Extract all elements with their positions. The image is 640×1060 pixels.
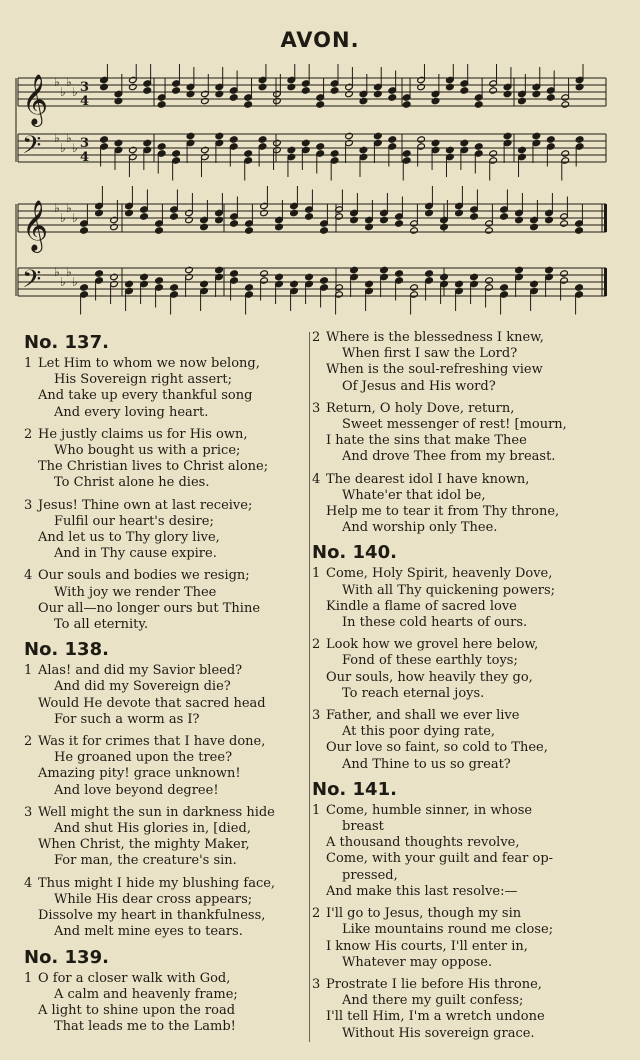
note-head	[395, 220, 404, 227]
verse-line: Well might the sun in darkness hide	[38, 804, 275, 820]
note-head	[185, 216, 194, 223]
stanza	[312, 330, 612, 395]
note-head	[273, 139, 282, 146]
clef-icon: 𝄢	[22, 131, 42, 166]
note-head	[114, 139, 123, 146]
verse-line: In these cold hearts of ours.	[342, 615, 528, 631]
stanza-number: 2	[24, 734, 33, 750]
note-head	[500, 284, 509, 291]
stanza	[24, 971, 308, 1036]
tune-title: AVON.	[280, 28, 360, 52]
verse-line: And shut His glories in, [died,	[54, 821, 251, 837]
hymn-number: No. 140.	[312, 542, 397, 564]
note-head	[201, 97, 210, 104]
note-head	[129, 146, 138, 153]
stanza-number: 1	[24, 663, 33, 679]
verse-line: That leads me to the Lamb!	[54, 1019, 236, 1035]
stanza	[24, 876, 308, 941]
note-head	[388, 136, 397, 143]
note-head	[245, 284, 254, 291]
stanza-number: 3	[312, 400, 321, 416]
verse-line: Look how we grovel here below,	[326, 637, 539, 653]
verse-line: Our love so faint, so cold to Thee,	[326, 740, 548, 756]
verse-line: And every loving heart.	[54, 404, 209, 420]
flat-icon: ♭	[72, 141, 78, 155]
note-head	[229, 136, 238, 143]
verse-line: Whate'er that idol be,	[342, 487, 486, 503]
note-head	[561, 150, 570, 157]
verse-line: And there my guilt confess;	[342, 993, 524, 1009]
verse-line: Of Jesus and His word?	[342, 378, 496, 394]
stanza-number: 3	[24, 497, 33, 513]
verse-line: Whatever may oppose.	[342, 954, 493, 970]
note-head	[230, 270, 239, 277]
note-head	[518, 146, 527, 153]
verse-line: Fulfil our heart's desire;	[54, 513, 214, 529]
note-head	[446, 146, 455, 153]
note-head	[575, 136, 584, 143]
note-head	[431, 97, 440, 104]
note-head	[515, 266, 524, 273]
stanza-number: 1	[312, 802, 321, 818]
stanza	[312, 803, 612, 900]
verse-line: And worship only Thee.	[342, 520, 498, 536]
note-head	[186, 90, 195, 97]
verse-line: And let us to Thy glory live,	[38, 530, 220, 546]
note-head	[215, 132, 224, 139]
note-head	[258, 136, 267, 143]
verse-line: Fond of these earthly toys;	[342, 653, 518, 669]
right-column	[312, 330, 612, 1048]
note-head	[532, 132, 541, 139]
note-head	[287, 83, 296, 90]
note-head	[530, 280, 539, 287]
stanza-number: 2	[24, 426, 33, 442]
note-head	[185, 266, 194, 273]
note-head	[489, 87, 498, 94]
note-head	[431, 139, 440, 146]
note-head	[258, 83, 267, 90]
note-head	[485, 277, 494, 284]
note-head	[560, 220, 569, 227]
flat-icon: ♭	[72, 211, 78, 225]
verse-line: His Sovereign right assert;	[54, 372, 232, 388]
verse-line: Without His sovereign grace.	[342, 1025, 535, 1041]
verse-line: Return, O holy Dove, return,	[326, 400, 515, 416]
verse-line: I hate the sins that make Thee	[326, 433, 527, 449]
hymn-number: No. 137.	[24, 332, 109, 353]
verse-line: Let Him to whom we now belong,	[38, 356, 260, 371]
note-head	[460, 139, 469, 146]
flat-icon: ♭	[60, 85, 66, 99]
final-barline	[604, 268, 607, 296]
note-head	[125, 209, 134, 216]
verse-line: With all Thy quickening powers;	[342, 582, 556, 598]
note-head	[500, 213, 509, 220]
note-head	[95, 270, 104, 277]
flat-icon: ♭	[54, 75, 60, 89]
hymn-number: No. 139.	[24, 946, 109, 968]
flat-icon: ♭	[66, 201, 72, 215]
stanza-number: 4	[24, 568, 33, 584]
verse-line: Amazing pity! grace unknown!	[38, 766, 241, 782]
note-head	[455, 209, 464, 216]
stanza-number: 1	[24, 970, 33, 986]
time-signature: 3	[80, 80, 90, 95]
note-head	[273, 97, 282, 104]
time-signature: 3	[80, 136, 90, 151]
verse-line: Prostrate I lie before His throne,	[326, 976, 542, 992]
note-head	[470, 213, 479, 220]
note-head	[186, 132, 195, 139]
verse-line: And did my Sovereign die?	[54, 679, 231, 695]
hymn-number: No. 138.	[24, 639, 109, 661]
flat-icon: ♭	[54, 265, 60, 279]
stanza	[24, 498, 308, 563]
note-head	[316, 143, 325, 150]
verse-line: O for a closer walk with God,	[38, 970, 231, 986]
note-head	[143, 139, 152, 146]
stanza-number: 1	[312, 566, 321, 582]
verse-line: And make this last resolve:—	[326, 883, 518, 899]
note-head	[330, 87, 339, 94]
hymn-number: No. 141.	[312, 778, 397, 800]
verse-line: Our souls and bodies we resign;	[38, 568, 250, 584]
note-head	[229, 94, 238, 101]
verse-line: And drove Thee from my breast.	[342, 449, 556, 465]
note-head	[359, 146, 368, 153]
note-head	[546, 94, 555, 101]
note-head	[417, 83, 426, 90]
note-head	[561, 101, 570, 108]
verse-line: Father, and shall we ever live	[326, 708, 520, 724]
stanza	[312, 637, 612, 702]
note-head	[110, 223, 119, 230]
verse-line: The Christian lives to Christ alone;	[38, 459, 269, 475]
note-head	[287, 146, 296, 153]
note-head	[125, 280, 134, 287]
note-head	[503, 132, 512, 139]
note-head	[301, 87, 310, 94]
stanza-number: 2	[312, 637, 321, 653]
stanza	[312, 906, 612, 971]
note-head	[402, 150, 411, 157]
flat-icon: ♭	[66, 265, 72, 279]
stanza	[24, 805, 308, 870]
clef-icon: 𝄢	[22, 265, 42, 300]
note-head	[410, 227, 419, 234]
verse-line: For man, the creature's sin.	[54, 853, 237, 869]
verse-line: When first I saw the Lord?	[342, 346, 518, 362]
note-head	[402, 101, 411, 108]
note-head	[170, 284, 179, 291]
note-head	[301, 139, 310, 146]
note-head	[129, 83, 138, 90]
stanza	[312, 977, 612, 1042]
flat-icon: ♭	[60, 275, 66, 289]
note-head	[380, 266, 389, 273]
verse-line: And Thine to us so great?	[342, 756, 511, 772]
note-head	[201, 146, 210, 153]
verse-line: The dearest idol I have known,	[326, 471, 530, 487]
final-barline	[604, 204, 607, 232]
stanza-number: 3	[24, 804, 33, 820]
note-head	[320, 277, 329, 284]
note-head	[359, 97, 368, 104]
note-head	[143, 87, 152, 94]
stanza	[24, 568, 308, 633]
stanza-number: 1	[24, 356, 33, 371]
note-head	[155, 277, 164, 284]
note-head	[316, 101, 325, 108]
note-head	[485, 227, 494, 234]
verse-line: And take up every thankful song	[38, 388, 253, 404]
verse-line: Thus might I hide my blushing face,	[38, 875, 276, 891]
note-head	[455, 280, 464, 287]
note-head	[140, 273, 149, 280]
stanza	[24, 734, 308, 799]
note-head	[350, 266, 359, 273]
stanza-number: 2	[312, 330, 321, 345]
stanza	[312, 472, 612, 537]
flat-icon: ♭	[66, 131, 72, 145]
stanza	[24, 663, 308, 728]
note-head	[395, 270, 404, 277]
time-signature: 4	[80, 150, 90, 165]
stanza	[312, 566, 612, 631]
stanza	[312, 401, 612, 466]
verse-line: Kindle a flame of sacred love	[326, 598, 517, 614]
note-head	[575, 227, 584, 234]
note-head	[374, 132, 383, 139]
verse-line: Was it for crimes that I have done,	[38, 734, 266, 750]
note-head	[474, 143, 483, 150]
note-head	[172, 87, 181, 94]
stanza-number: 4	[312, 471, 321, 487]
note-head	[545, 216, 554, 223]
note-head	[320, 227, 329, 234]
stanza-number: 2	[312, 906, 321, 922]
note-head	[95, 209, 104, 216]
note-head	[290, 280, 299, 287]
verse-line: I know His courts, I'll enter in,	[326, 938, 528, 954]
note-head	[425, 270, 434, 277]
verse-line: I'll go to Jesus, though my sin	[326, 906, 522, 922]
note-head	[365, 223, 374, 230]
note-head	[100, 83, 109, 90]
verse-line: Come, with your guilt and fear op-	[326, 851, 554, 867]
note-head	[545, 266, 554, 273]
stanza-number: 3	[312, 976, 321, 992]
note-head	[114, 97, 123, 104]
note-head	[575, 83, 584, 90]
note-head	[470, 273, 479, 280]
verse-line: With joy we render Thee	[54, 584, 217, 600]
note-head	[575, 284, 584, 291]
stanza	[312, 708, 612, 773]
note-head	[245, 227, 254, 234]
flat-icon: ♭	[60, 211, 66, 225]
verse-line: And love beyond degree!	[54, 782, 219, 798]
note-head	[275, 273, 284, 280]
note-head	[350, 216, 359, 223]
verse-line: A light to shine upon the road	[38, 1002, 236, 1018]
note-head	[425, 209, 434, 216]
verse-line: Sweet messenger of rest! [mourn,	[342, 417, 567, 433]
note-head	[330, 150, 339, 157]
verse-line: Help me to tear it from Thy throne,	[326, 504, 560, 520]
note-head	[305, 273, 314, 280]
note-head	[170, 213, 179, 220]
note-head	[417, 136, 426, 143]
note-head	[503, 90, 512, 97]
note-head	[410, 284, 419, 291]
note-head	[157, 143, 166, 150]
verse-line: Alas! and did my Savior bleed?	[38, 663, 243, 679]
flat-icon: ♭	[54, 131, 60, 145]
verse-line: Come, humble sinner, in whose	[326, 802, 533, 818]
verse-line: Our souls, how heavily they go,	[326, 669, 533, 685]
note-head	[532, 90, 541, 97]
verse-line: pressed,	[342, 867, 398, 883]
note-head	[388, 94, 397, 101]
verse-line: When is the soul-refreshing view	[326, 362, 543, 378]
note-head	[515, 216, 524, 223]
note-head	[275, 223, 284, 230]
note-head	[460, 87, 469, 94]
verse-line: Would He devote that sacred head	[38, 695, 266, 711]
note-head	[365, 280, 374, 287]
verse-line: A calm and heavenly frame;	[54, 986, 238, 1002]
verse-line: And in Thy cause expire.	[54, 546, 217, 562]
note-head	[546, 136, 555, 143]
note-head	[345, 90, 354, 97]
note-head	[215, 266, 224, 273]
stanza	[24, 427, 308, 492]
note-head	[110, 273, 119, 280]
note-head	[230, 220, 239, 227]
note-head	[155, 227, 164, 234]
note-head	[200, 223, 209, 230]
note-head	[100, 136, 109, 143]
clef-icon: 𝄞	[22, 74, 49, 125]
note-head	[305, 213, 314, 220]
verse-line: breast	[342, 819, 384, 835]
verse-line: When Christ, the mighty Maker,	[38, 837, 250, 853]
note-head	[380, 216, 389, 223]
stanza	[24, 356, 308, 421]
time-signature: 4	[80, 94, 90, 109]
note-head	[244, 101, 253, 108]
note-head	[215, 90, 224, 97]
flat-icon: ♭	[72, 275, 78, 289]
note-head	[260, 270, 269, 277]
note-head	[518, 97, 527, 104]
verse-line: Come, Holy Spirit, heavenly Dove,	[326, 566, 553, 582]
music-score	[14, 64, 612, 326]
verse-line: A thousand thoughts revolve,	[326, 835, 520, 851]
flat-icon: ♭	[60, 141, 66, 155]
verse-line: At this poor dying rate,	[342, 724, 496, 740]
note-head	[446, 83, 455, 90]
verse-line: Who bought us with a price;	[54, 443, 241, 459]
note-head	[200, 280, 209, 287]
note-head	[260, 209, 269, 216]
flat-icon: ♭	[54, 201, 60, 215]
verse-line: To reach eternal joys.	[342, 685, 485, 701]
verse-line: For such a worm as I?	[54, 711, 200, 727]
note-head	[140, 213, 149, 220]
note-head	[489, 150, 498, 157]
note-head	[560, 270, 569, 277]
verse-line: And melt mine eyes to tears.	[54, 924, 243, 940]
verse-line: To Christ alone he dies.	[54, 475, 210, 491]
note-head	[440, 273, 449, 280]
verse-line: Where is the blessedness I knew,	[326, 330, 544, 345]
verse-line: While His dear cross appears;	[54, 891, 253, 907]
stanza-number: 3	[312, 708, 321, 724]
note-head	[374, 90, 383, 97]
verse-line: He groaned upon the tree?	[54, 750, 233, 766]
note-head	[440, 223, 449, 230]
note-head	[530, 223, 539, 230]
note-head	[244, 150, 253, 157]
note-head	[290, 209, 299, 216]
column-divider	[309, 332, 310, 1042]
verse-line: Like mountains round me close;	[342, 922, 554, 938]
verse-line: He justly claims us for His own,	[38, 426, 248, 442]
note-head	[157, 101, 166, 108]
verse-line: Jesus! Thine own at last receive;	[38, 497, 253, 513]
note-head	[172, 150, 181, 157]
verse-line: To all eternity.	[54, 617, 149, 633]
note-head	[80, 284, 89, 291]
flat-icon: ♭	[66, 75, 72, 89]
clef-icon: 𝄞	[22, 200, 49, 251]
stanza-number: 4	[24, 875, 33, 891]
verse-line: I'll tell Him, I'm a wretch undone	[326, 1009, 545, 1025]
left-column	[24, 330, 308, 1041]
note-head	[345, 132, 354, 139]
note-head	[474, 101, 483, 108]
verse-line: Dissolve my heart in thankfulness,	[38, 908, 266, 924]
note-head	[80, 227, 89, 234]
flat-icon: ♭	[72, 85, 78, 99]
note-head	[215, 216, 224, 223]
verse-line: Our all—no longer ours but Thine	[38, 600, 261, 616]
